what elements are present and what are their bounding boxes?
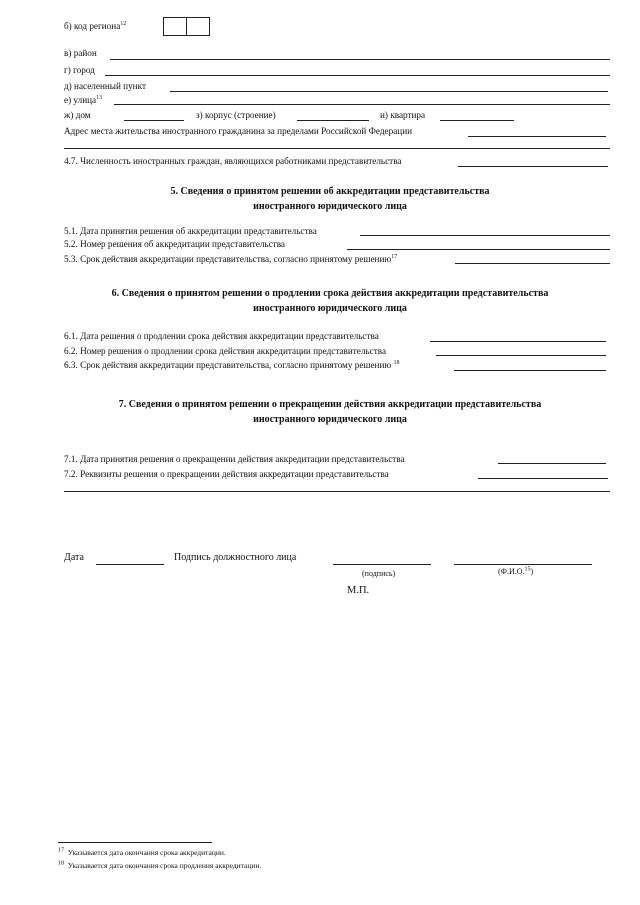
building-label: з) корпус (строение) — [196, 110, 276, 120]
item-5-1-field[interactable] — [360, 235, 610, 236]
item-6-3-field[interactable] — [454, 370, 606, 371]
building-field[interactable] — [297, 120, 369, 121]
section-6-title: 6. Сведения о принятом решении о продлении срока действия аккредитации представительства иностранного юридического лица — [111, 288, 549, 314]
item-6-1-field[interactable] — [430, 341, 606, 342]
settlement-label: д) населенный пункт — [64, 81, 146, 91]
section-7-title: 7. Сведения о принятом решении о прекращении действия аккредитации представительства иностранного юридического лица — [118, 399, 542, 425]
footnote-17: $^{17}$ Указывается дата окончания срока аккредитации. — [58, 847, 226, 857]
signature-field[interactable] — [333, 564, 431, 565]
item-5-3-label: 5.3. Срок действия аккредитации представительства, согласно принятому решению$^{17}$ — [64, 253, 398, 264]
city-label: г) город — [64, 65, 95, 75]
item-5-3-field[interactable] — [455, 263, 610, 264]
abroad-address-field[interactable] — [468, 136, 606, 137]
footnote-18: $^{18}$ Указывается дата окончания срока продления аккредитации. — [58, 860, 262, 870]
item-7-2-field-line2[interactable] — [64, 491, 610, 492]
item-5-1-label: 5.1. Дата принятия решения об аккредитации представительства — [64, 226, 317, 236]
street-field[interactable] — [114, 104, 610, 105]
house-label: ж) дом — [64, 110, 91, 120]
full-name-caption: (Ф.И.О.$^{15}$) — [498, 566, 534, 576]
official-signature-label: Подпись должностного лица — [174, 552, 297, 563]
settlement-field[interactable] — [170, 91, 608, 92]
apartment-label: и) квартира — [380, 110, 426, 120]
signature-caption: (подпись) — [362, 569, 396, 578]
footnote-divider — [58, 842, 212, 843]
apartment-field[interactable] — [440, 120, 514, 121]
street-label: е) улица$^{13}$ — [64, 94, 103, 105]
item-7-2-label: 7.2. Реквизиты решения о прекращении действия аккредитации представительства — [64, 469, 389, 479]
abroad-address-field-line2[interactable] — [64, 148, 610, 149]
item-6-3-label: 6.3. Срок действия аккредитации представительства, согласно принятому решению $^{18}$ — [64, 359, 400, 370]
region-code-box-1[interactable] — [163, 17, 187, 36]
house-field[interactable] — [124, 120, 184, 121]
item-7-1-label: 7.1. Дата принятия решения о прекращении действия аккредитации представительства — [64, 454, 405, 464]
item-7-1-field[interactable] — [498, 463, 606, 464]
date-field[interactable] — [96, 564, 164, 565]
item-4-7-label: 4.7. Численность иностранных граждан, являющихся работниками представительства — [64, 156, 402, 166]
date-label: Дата — [64, 552, 84, 563]
section-5-title: 5. Сведения о принятом решении об аккредитации представительства иностранного юридического лица — [170, 186, 490, 212]
item-6-2-label: 6.2. Номер решения о продлении срока действия аккредитации представительства — [64, 346, 387, 356]
item-4-7-field[interactable] — [458, 166, 608, 167]
region-code-box-2[interactable] — [186, 17, 210, 36]
item-5-2-label: 5.2. Номер решения об аккредитации представительства — [64, 239, 285, 249]
region-code-label: б) код региона$^{12}$ — [64, 20, 127, 31]
item-6-2-field[interactable] — [436, 355, 606, 356]
item-7-2-field[interactable] — [478, 478, 608, 479]
full-name-field[interactable] — [454, 564, 592, 565]
abroad-address-label: Адрес места жительства иностранного гражданина за пределами Российской Федерации — [64, 126, 413, 136]
district-field[interactable] — [110, 59, 610, 60]
stamp-label: М.П. — [347, 585, 370, 596]
district-label: в) район — [64, 48, 97, 58]
item-5-2-field[interactable] — [347, 249, 610, 250]
item-6-1-label: 6.1. Дата решения о продлении срока действия аккредитации представительства — [64, 331, 379, 341]
city-field[interactable] — [105, 75, 610, 76]
